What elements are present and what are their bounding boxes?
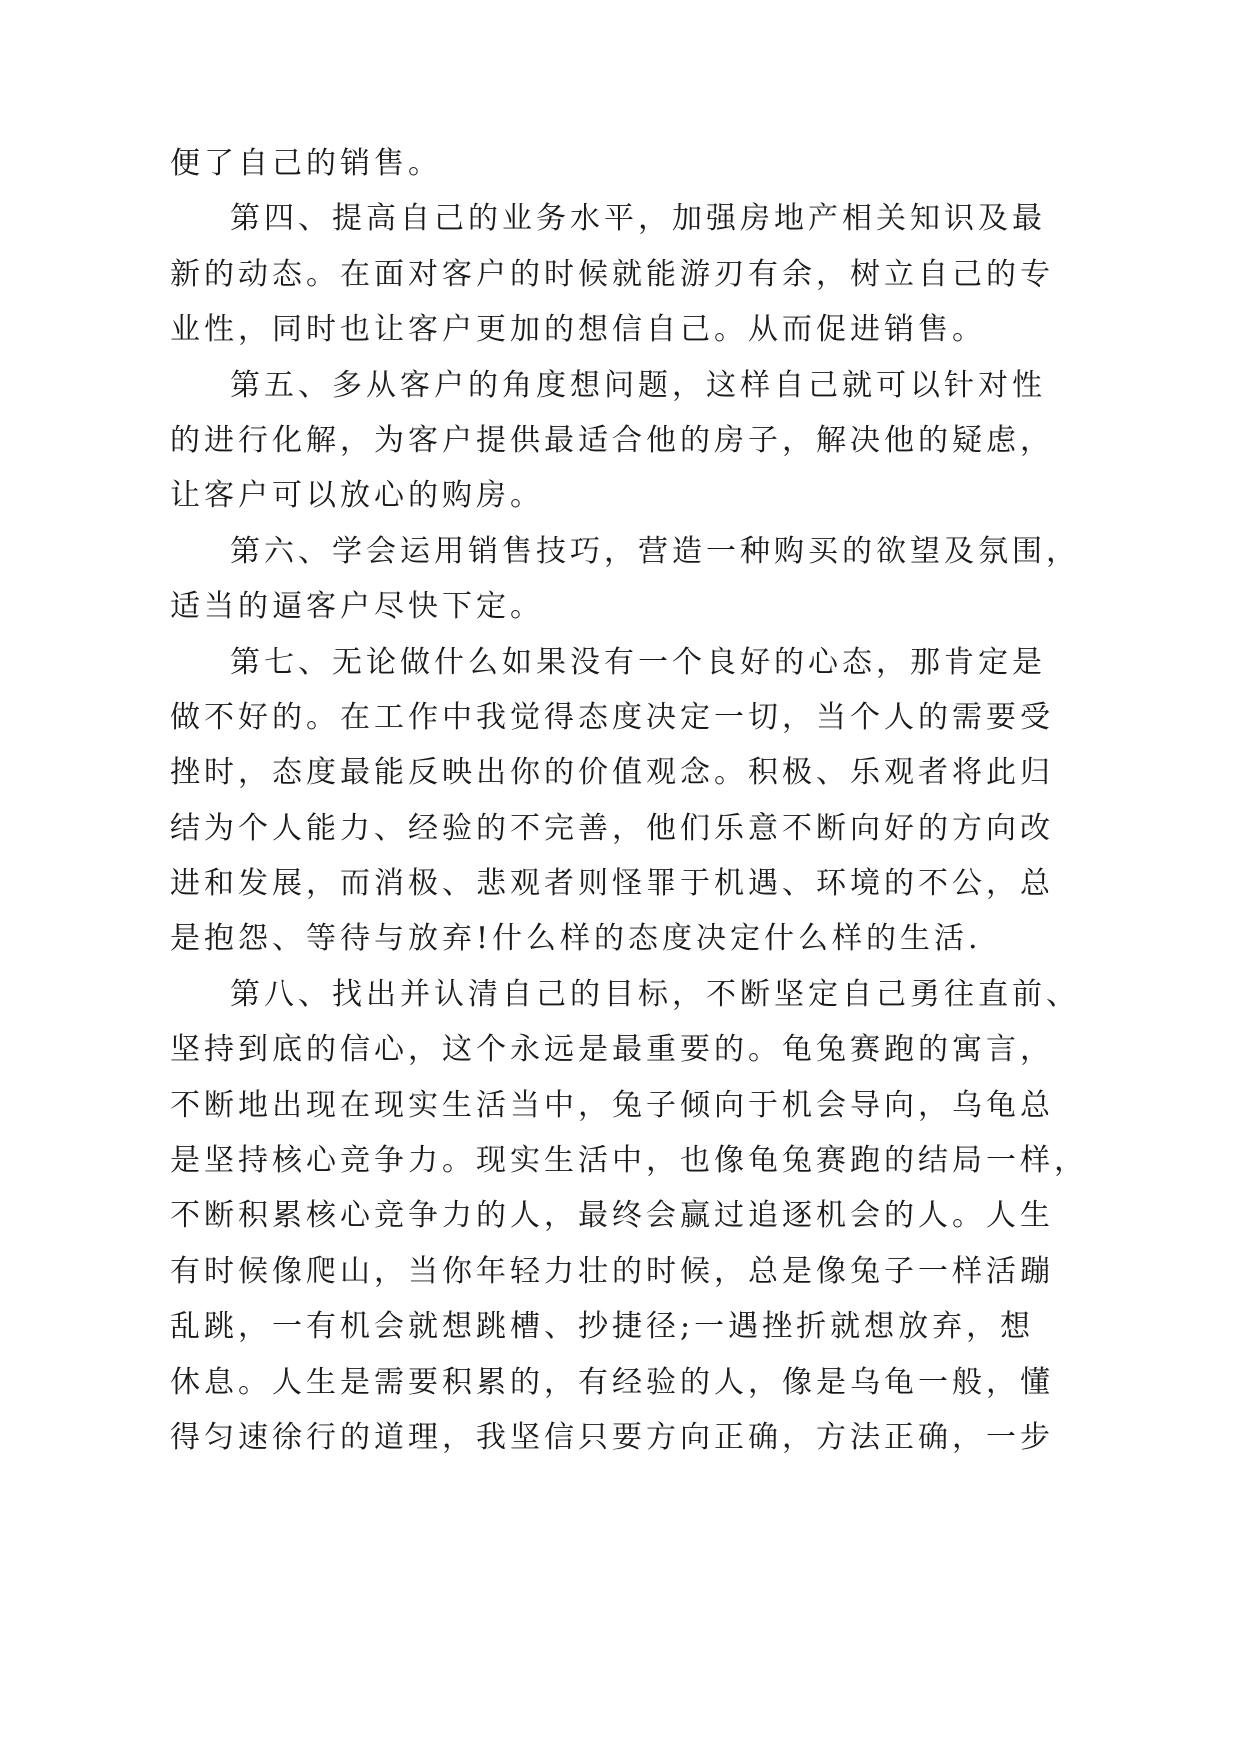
paragraph-first-line: 第六、学会运用销售技巧，营造一种购买的欲望及氛围， (230, 533, 1080, 569)
paragraph-first-line: 第七、无论做什么如果没有一个良好的心态，那肯定是 (230, 644, 1046, 680)
text-line: 有时候像爬山，当你年轻力壮的时候，总是像兔子一样活蹦 (170, 1253, 1054, 1289)
paragraph-first-line: 第八、找出并认清自己的目标，不断坚定自己勇往直前、 (230, 976, 1080, 1012)
text-line: 坚持到底的信心，这个永远是最重要的。龟兔赛跑的寓言， (170, 1032, 1054, 1068)
text-line: 的进行化解，为客户提供最适合他的房子，解决他的疑虑， (170, 422, 1054, 458)
text-line: 适当的逼客户尽快下定。 (170, 589, 544, 625)
text-line: 乱跳，一有机会就想跳槽、抄捷径;一遇挫折就想放弃，想 (170, 1309, 1035, 1345)
paragraph-first-line: 第四、提高自己的业务水平，加强房地产相关知识及最 (230, 201, 1046, 237)
document-body (170, 136, 1088, 1465)
text-line: 结为个人能力、经验的不完善，他们乐意不断向好的方向改 (170, 810, 1054, 846)
text-line: 得匀速徐行的道理，我坚信只要方向正确，方法正确，一步 (170, 1419, 1054, 1455)
text-line: 便了自己的销售。 (170, 146, 442, 181)
text-line: 是抱怨、等待与放弃!什么样的态度决定什么样的生活. (170, 921, 982, 957)
text-line: 新的动态。在面对客户的时候就能游刃有余，树立自己的专 (170, 256, 1054, 292)
text-line: 不断积累核心竞争力的人，最终会赢过追逐机会的人。人生 (170, 1198, 1054, 1234)
text-line: 挫时，态度最能反映出你的价值观念。积极、乐观者将此归 (170, 755, 1054, 791)
text-line: 做不好的。在工作中我觉得态度决定一切，当个人的需要受 (170, 699, 1054, 735)
text-line: 让客户可以放心的购房。 (170, 478, 544, 514)
text-line: 是坚持核心竞争力。现实生活中，也像龟兔赛跑的结局一样， (170, 1143, 1088, 1179)
text-line: 业性，同时也让客户更加的想信自己。从而促进销售。 (170, 312, 986, 348)
text-line: 休息。人生是需要积累的，有经验的人，像是乌龟一般，懂 (170, 1364, 1054, 1400)
paragraph-first-line: 第五、多从客户的角度想问题，这样自己就可以针对性 (230, 367, 1046, 403)
text-line: 不断地出现在现实生活当中，兔子倾向于机会导向，乌龟总 (170, 1087, 1054, 1123)
text-line: 进和发展，而消极、悲观者则怪罪于机遇、环境的不公，总 (170, 866, 1054, 902)
